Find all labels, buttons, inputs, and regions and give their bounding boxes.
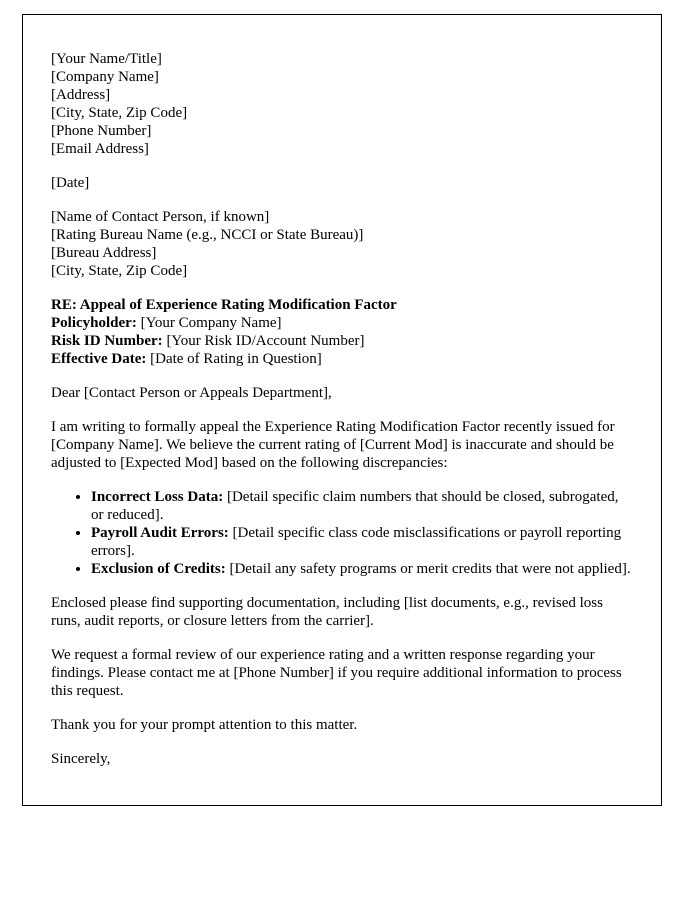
list-item-incorrect-loss-data: [91, 488, 633, 524]
sender-city-state-zip: [City, State, Zip Code]: [51, 105, 188, 121]
closing-line: Thank you for your prompt attention to this matter.: [51, 717, 358, 733]
list-item-exclusion-of-credits: [91, 560, 633, 578]
sender-company: [Company Name]: [51, 69, 159, 85]
list-item-text: [Detail specific class code misclassifications or payroll reporting errors].: [91, 525, 622, 559]
body-paragraph-appeal: I am writing to formally appeal the Experience Rating Modification Factor recently issued for [Company Name]. We believe the current rating of [Current Mod] is inaccurate and should be adjusted to [Expected Mod] based on the following discrepancies:: [51, 419, 615, 471]
recipient-address-block: [51, 208, 633, 280]
body-paragraph-review-request: We request a formal review of our experience rating and a written response regarding your findings. Please contact me at [Phone Number] if you require additional information to process this request.: [51, 647, 622, 699]
list-item-label: Incorrect Loss Data:: [91, 489, 224, 505]
recipient-bureau-name: [Rating Bureau Name (e.g., NCCI or State Bureau)]: [51, 227, 364, 243]
body-paragraph-enclosures: Enclosed please find supporting documentation, including [list documents, e.g., revised loss runs, audit reports, or closure letters from the carrier].: [51, 595, 603, 629]
subject-field-effective-date: [51, 350, 633, 368]
subject-field-risk-id: [51, 332, 633, 350]
date-line: [Date]: [51, 175, 90, 191]
subject-field-policyholder: [51, 314, 633, 332]
sender-phone: [Phone Number]: [51, 123, 152, 139]
signoff: Sincerely,: [51, 751, 111, 767]
list-item-label: Payroll Audit Errors:: [91, 525, 229, 541]
subject-field-value: [Date of Rating in Question]: [146, 351, 322, 367]
recipient-bureau-address: [Bureau Address]: [51, 245, 157, 261]
letter-document: [22, 14, 662, 806]
sender-address-block: [51, 50, 633, 158]
sender-address: [Address]: [51, 87, 111, 103]
sender-email: [Email Address]: [51, 141, 149, 157]
subject-field-label: Effective Date:: [51, 351, 147, 367]
subject-field-label: Policyholder:: [51, 315, 137, 331]
sender-name-title: [Your Name/Title]: [51, 51, 162, 67]
subject-field-value: [Your Risk ID/Account Number]: [162, 333, 365, 349]
subject-block: [51, 296, 633, 368]
recipient-city-state-zip: [City, State, Zip Code]: [51, 263, 188, 279]
recipient-contact-person: [Name of Contact Person, if known]: [51, 209, 270, 225]
discrepancy-list: [51, 488, 633, 578]
list-item-text: [Detail any safety programs or merit credits that were not applied].: [225, 561, 631, 577]
list-item-text: [Detail specific claim numbers that should be closed, subrogated, or reduced].: [91, 489, 619, 523]
salutation: Dear [Contact Person or Appeals Department],: [51, 385, 332, 401]
list-item-label: Exclusion of Credits:: [91, 561, 226, 577]
subject-field-label: Risk ID Number:: [51, 333, 163, 349]
subject-field-value: [Your Company Name]: [136, 315, 282, 331]
re-line: RE: Appeal of Experience Rating Modification Factor: [51, 297, 397, 313]
list-item-payroll-audit-errors: [91, 524, 633, 560]
